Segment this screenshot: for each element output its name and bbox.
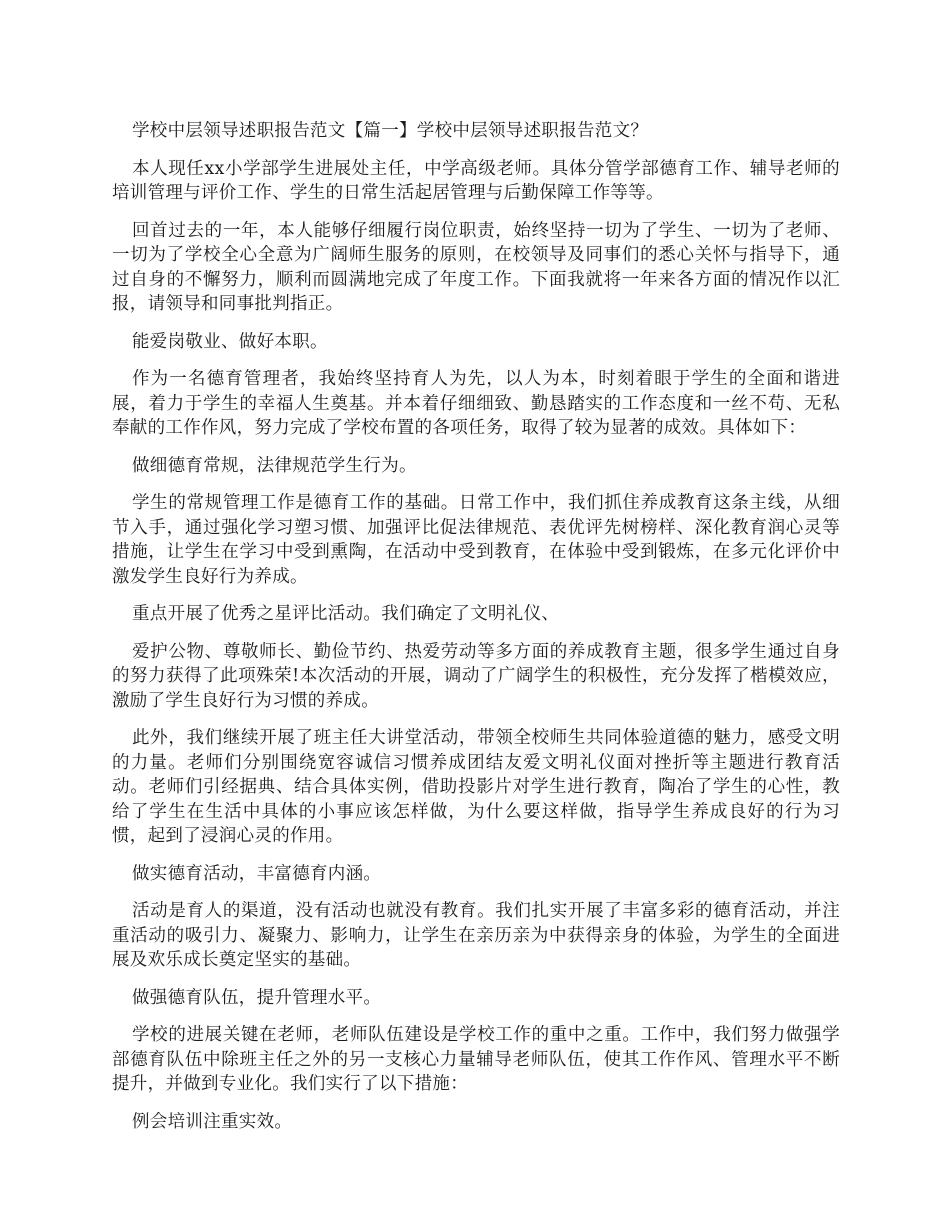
paragraph: 学生的常规管理工作是德育工作的基础。日常工作中，我们抓住养成教育这条主线，从细节入手，通过强化学习塑习惯、加强评比促法律规范、表优评先树榜样、深化教育润心灵等措施，让学生在学习中受到熏陶，在活动中受到教育，在体验中受到锻炼，在多元化评价中激发学生良好行为养成。 [112, 493, 840, 587]
paragraph: 作为一名德育管理者，我始终坚持育人为先，以人为本，时刻着眼于学生的全面和谐进展，着力于学生的幸福人生奠基。并本着仔细细致、勤恳踏实的工作态度和一丝不苟、无私奉献的工作作风，努力完成了学校布置的各项任务，取得了较为显著的成效。具体如下： [112, 369, 840, 438]
paragraph: 爱护公物、尊敬师长、勤俭节约、热爱劳动等多方面的养成教育主题，很多学生通过自身的努力获得了此项殊荣!本次活动的开展，调动了广阔学生的积极性，充分发挥了楷模效应，激励了学生良好行为习惯的养成。 [112, 641, 840, 711]
paragraph: 本人现任xx小学部学生进展处主任，中学高级老师。具体分管学部德育工作、辅导老师的培训管理与评价工作、学生的日常生活起居管理与后勤保障工作等等。 [112, 158, 840, 203]
section-heading: 能爱岗敬业、做好本职。 [132, 331, 328, 352]
paragraph: 此外，我们继续开展了班主任大讲堂活动，带领全校师生共同体验道德的魅力，感受文明的力量。老师们分别围绕宽容诚信习惯养成团结友爱文明礼仪面对挫折等主题进行教育活动。老师们引经据典、结合具体实例，借助投影片对学生进行教育，陶冶了学生的心性，教给了学生在生活中具体的小事应该怎样做，为什么要这样做，指导学生养成良好的行为习惯，起到了浸润心灵的作用。 [112, 728, 840, 846]
document-body [112, 119, 840, 1147]
section-heading: 做实德育活动，丰富德育内涵。 [132, 863, 382, 884]
paragraph: 学校的进展关键在老师，老师队伍建设是学校工作的重中之重。工作中，我们努力做强学部德育队伍中除班主任之外的另一支核心力量辅导老师队伍，使其工作作风、管理水平不断提升，并做到专业化。我们实行了以下措施： [112, 1025, 840, 1094]
section-heading: 做强德育队伍，提升管理水平。 [132, 987, 382, 1008]
document-title: 学校中层领导述职报告范文【篇一】学校中层领导述职报告范文？ [132, 121, 649, 141]
section-heading: 例会培训注重实效。 [132, 1111, 293, 1132]
paragraph: 回首过去的一年，本人能够仔细履行岗位职责，始终坚持一切为了学生、一切为了老师、一切为了学校全心全意为广阔师生服务的原则，在校领导及同事们的悉心关怀与指导下，通过自身的不懈努力，顺利而圆满地完成了年度工作。下面我就将一年来各方面的情况作以汇报，请领导和同事批判指正。 [112, 220, 840, 314]
section-heading: 做细德育常规，法律规范学生行为。 [132, 455, 417, 476]
paragraph: 重点开展了优秀之星评比活动。我们确定了文明礼仪、 [132, 604, 560, 624]
paragraph: 活动是育人的渠道，没有活动也就没有教育。我们扎实开展了丰富多彩的德育活动，并注重活动的吸引力、凝聚力、影响力，让学生在亲历亲为中获得亲身的体验，为学生的全面进展及欢乐成长奠定坚实的基础。 [112, 901, 840, 970]
